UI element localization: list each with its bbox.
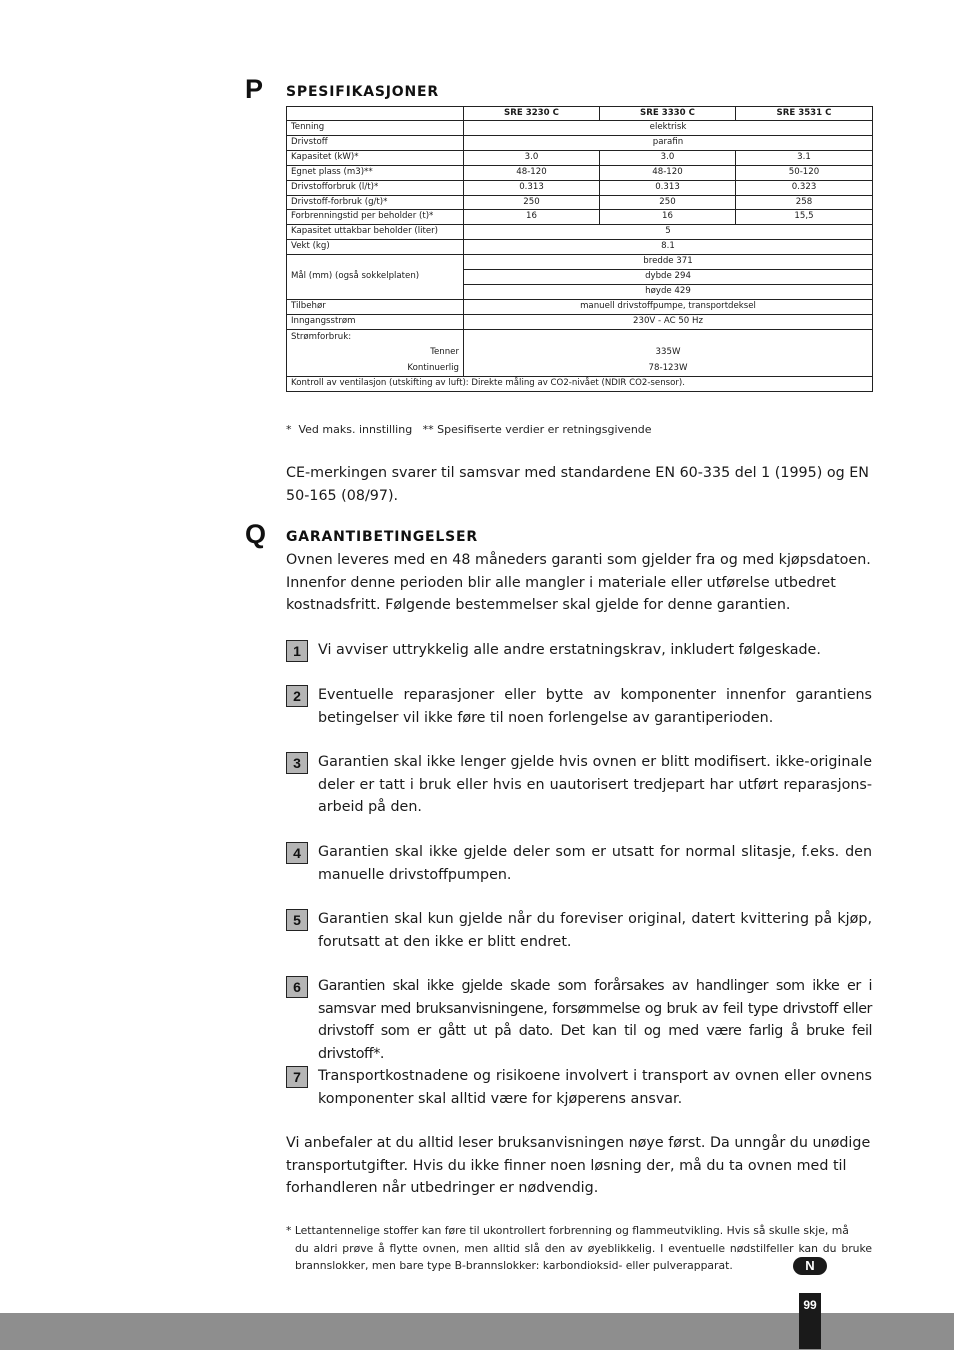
ventilation-control-cell: Kontroll av ventilasjon (utskifting av luft): Direkte måling av CO2-nivået (NDIR CO2-sensor). — [287, 377, 873, 392]
row-label: Drivstofforbruk (l/t)* — [287, 180, 464, 195]
igniter-label: Tenner — [430, 347, 459, 358]
table-row — [287, 225, 873, 240]
table-footnotes: * Ved maks. innstilling ** Spesifiserte verdier er retningsgivende — [286, 423, 652, 436]
cell-value: dybde 294 — [464, 270, 873, 285]
table-row — [287, 121, 873, 136]
cell-value: bredde 371 — [464, 255, 873, 270]
cell-value: 3.1 — [736, 150, 873, 165]
table-row — [287, 150, 873, 165]
cell-value: 16 — [464, 210, 600, 225]
warning-note-rest: du aldri prøve å flytte ovnen, men alltid slå den av øyeblikkelig. I eventuelle nødstilfeller kan du bruke brannslokker, men bare type B-brannslokker: karbondioksid- eller pulverapparat. — [295, 1241, 872, 1272]
item-number-badge: 6 — [286, 976, 308, 998]
warning-note-first-line: * Lettantennelige stoffer kan føre til ukontrollert forbrenning og flammeutvikling. Hvis så skulle skje, må — [286, 1224, 849, 1237]
cell-value: parafin — [464, 135, 873, 150]
cell-value: 48-120 — [600, 165, 736, 180]
cell-value: 0.313 — [600, 180, 736, 195]
table-row — [287, 255, 873, 270]
header-model-3: SRE 3531 C — [736, 107, 873, 121]
row-label: Forbrenningstid per beholder (t)* — [287, 210, 464, 225]
item-text: Vi avviser uttrykkelig alle andre erstatningskrav, inkludert følgeskade. — [318, 642, 821, 658]
cell-value: elektrisk — [464, 121, 873, 136]
section-title-specifications: SPESIFIKASJONER — [286, 84, 439, 100]
header-model-2: SRE 3330 C — [600, 107, 736, 121]
cell-value: 3.0 — [600, 150, 736, 165]
row-label: Tilbehør — [287, 299, 464, 314]
item-text: Transportkostnadene og risikoene involvert i transport av ovnen eller ovnens komponenter skal alltid være for kjøperens ansvar. — [318, 1068, 872, 1107]
guarantee-intro: Ovnen leveres med en 48 måneders garanti som gjelder fra og med kjøpsdatoen. Innenfor denne perioden blir alle mangler i materiale eller utførelse utbedret kostnadsfritt. Følgende bestemmelser skal gjelde for denne garantien. — [286, 552, 871, 614]
cell-value: 258 — [736, 195, 873, 210]
item-number-badge: 2 — [286, 685, 308, 707]
section-letter-p: P — [245, 74, 264, 104]
closing-recommendation: Vi anbefaler at du alltid leser bruksanvisningen nøye først. Da unngår du unødige transportutgifter. Hvis du ikke finner noen løsning der, må du ta ovnen med til forhandleren når utbedringer er nødvendig. — [286, 1135, 871, 1197]
table-row — [287, 377, 873, 392]
row-label: Mål (mm) (også sokkelplaten) — [287, 255, 464, 300]
table-row — [287, 180, 873, 195]
header-blank — [287, 107, 464, 121]
item-number-badge: 4 — [286, 842, 308, 864]
cell-value: 0.313 — [464, 180, 600, 195]
header-model-1: SRE 3230 C — [464, 107, 600, 121]
table-row — [287, 135, 873, 150]
flammable-warning-note — [286, 1222, 872, 1275]
item-number-badge: 3 — [286, 752, 308, 774]
power-label: Strømforbruk: — [291, 331, 352, 342]
cell-value: 8.1 — [464, 240, 873, 255]
table-row — [287, 165, 873, 180]
row-label: Kapasitet uttakbar beholder (liter) — [287, 225, 464, 240]
row-label: Inngangsstrøm — [287, 314, 464, 329]
cell-value: 50-120 — [736, 165, 873, 180]
cell-value: 250 — [464, 195, 600, 210]
table-row — [287, 240, 873, 255]
cell-value: 3.0 — [464, 150, 600, 165]
item-number-badge: 7 — [286, 1066, 308, 1088]
table-row — [287, 314, 873, 329]
igniter-value: 335W — [655, 347, 681, 358]
table-row — [287, 210, 873, 225]
row-label: Vekt (kg) — [287, 240, 464, 255]
row-label: Tenning — [287, 121, 464, 136]
cell-value: manuell drivstoffpumpe, transportdeksel — [464, 299, 873, 314]
table-row — [287, 329, 873, 377]
cell-value: høyde 429 — [464, 284, 873, 299]
table-header-row — [287, 107, 873, 121]
table-row — [287, 299, 873, 314]
specification-table — [286, 106, 873, 392]
cell-value: 0.323 — [736, 180, 873, 195]
cell-value: 250 — [600, 195, 736, 210]
item-text: Garantien skal ikke lenger gjelde hvis ovnen er blitt modifisert. ikke-originale deler er tatt i bruk eller hvis en uautorisert tredjepart har utført reparasjons-arbeid på den. — [318, 754, 872, 816]
language-badge: N — [793, 1257, 827, 1275]
item-number-badge: 5 — [286, 909, 308, 931]
row-label: Drivstoff — [287, 135, 464, 150]
cell-value: 15,5 — [736, 210, 873, 225]
item-text: Garantien skal ikke gjelde skade som forårsakes av handlinger som ikke er i samsvar med bruksanvisningene, forsømmelse og bruk av feil type drivstoff eller drivstoff som er gått ut på dato. Det kan til og med være farlig å bruke feil drivstoff*. — [318, 978, 872, 1062]
page-number: 99 — [799, 1293, 821, 1349]
section-letter-q: Q — [245, 519, 267, 549]
continuous-label: Kontinuerlig — [407, 362, 459, 373]
ce-marking-text: CE-merkingen svarer til samsvar med standardene EN 60-335 del 1 (1995) og EN 50-165 (08/97). — [286, 465, 869, 504]
row-label: Drivstoff-forbruk (g/t)* — [287, 195, 464, 210]
table-row — [287, 195, 873, 210]
row-label: Egnet plass (m3)** — [287, 165, 464, 180]
row-label: Kapasitet (kW)* — [287, 150, 464, 165]
item-text: Garantien skal kun gjelde når du foreviser original, datert kvittering på kjøp, forutsatt at den ikke er blitt endret. — [318, 911, 872, 950]
power-values — [464, 329, 873, 377]
cell-value: 5 — [464, 225, 873, 240]
cell-value: 16 — [600, 210, 736, 225]
cell-value: 48-120 — [464, 165, 600, 180]
item-text: Eventuelle reparasjoner eller bytte av komponenter innenfor garantiens betingelser vil ikke føre til noen forlengelse av garantiperioden. — [318, 687, 872, 726]
item-text: Garantien skal ikke gjelde deler som er utsatt for normal slitasje, f.eks. den manuelle drivstoffpumpen. — [318, 844, 872, 883]
item-number-badge: 1 — [286, 640, 308, 662]
section-title-guarantee: GARANTIBETINGELSER — [286, 529, 478, 545]
continuous-value: 78-123W — [648, 362, 688, 373]
row-label-power — [287, 329, 464, 377]
cell-value: 230V - AC 50 Hz — [464, 314, 873, 329]
